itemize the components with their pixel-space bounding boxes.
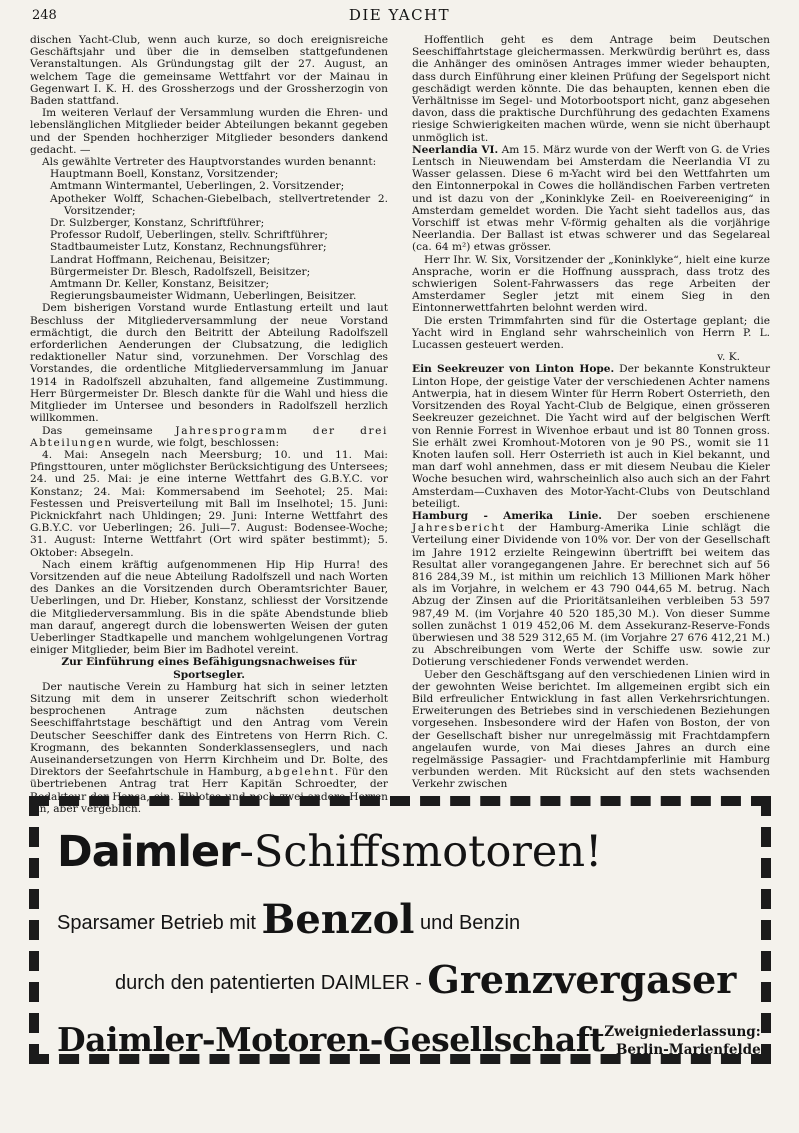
- list-item: Bürgermeister Dr. Blesch, Radolfszell, Beisitzer;: [50, 265, 311, 278]
- article-columns: [30, 34, 771, 815]
- paragraph: [30, 681, 388, 815]
- ad-benzol: Benzol: [261, 896, 415, 943]
- ad-text: Sparsamer Betrieb mit: [57, 912, 256, 934]
- ad-headline: [57, 828, 743, 876]
- paragraph: [30, 425, 388, 449]
- daimler-advertisement: [29, 796, 771, 1064]
- paragraph: dischen Yacht-Club, wenn auch kurze, so doch ereignisreiche Geschäftsjahr und über die in demselben stattgefundenen Veranstaltungen. Als Gründungstag gilt der 27. August, an welchem Tage die gemeinsame Wettfahrt vor der Mainau in Gegenwart I. K. H. des Grossherzogs und der Grossherzogin von Baden stattfand.: [30, 34, 388, 108]
- spaced-text: Jahresbericht: [412, 522, 506, 535]
- paragraph: Herr Ihr. W. Six, Vorsitzender der „Koninklyke“, hielt eine kurze Ansprache, worin er die Hoffnung aussprach, dass trotz des schwierigen Solent-Fahrwassers das rege Arbeiten der Amsterdamer Segler jetzt mit einem Sieg in den Eintonnerwettfahrten belohnt werden wird.: [412, 253, 770, 315]
- author-signature: v. K.: [717, 351, 740, 364]
- paragraph: Dem bisherigen Vorstand wurde Entlastung erteilt und laut Beschluss der Mitgliederversammlung der neue Vorstand ermächtigt, die durch den Beitritt der Abteilung Radolfszell erforderlichen Aenderungen der Clubsatzung, die lediglich redaktioneller Natur sind, vorzunehmen. Der Vorschlag des Vorstandes, die ordentliche Mitgliederversammlung im Januar 1914 in Radolfszell abzuhalten, fand allgemeine Zustimmung. Herr Bürgermeister Dr. Blesch dankte für die Wahl und hiess die Mitglieder im Untersee und besonders in Radolfszell herzlich willkommen.: [30, 302, 388, 425]
- paragraph: Die ersten Trimmfahrten sind für die Ostertage geplant; die Yacht wird in England sehr wahrscheinlich von Herrn P. L. Lucassen gesteuert werden.: [412, 314, 770, 352]
- list-item: Dr. Sulzberger, Konstanz, Schriftführer;: [50, 217, 265, 230]
- journal-title: DIE YACHT: [348, 6, 451, 24]
- list-item: Amtmann Dr. Keller, Konstanz, Beisitzer;: [50, 278, 270, 291]
- ad-company: Daimler-Motoren-Gesellschaft: [57, 1020, 605, 1059]
- text-run: Am 15. März wurde von der Werft von G. de Vries Lentsch in Nieuwendam bei Amsterdam die Neerlandia VI zu Wasser gelassen. Diese 6 m-Yacht wird bei den Wettfahrten um den Eintonnerpokal in Cowes die holländischen Farben vertreten und ist dazu von der „Koninklyke Zeil- en Roeivereeniging“ in Amsterdam gemeldet worden. Die Yacht sieht tadellos aus, das Vorschiff ist etwas mehr V-förmig gehalten als die vorjährige Neerlandia. Der Ballast ist etwas schwerer und das Segelareal (ca. 64 m²) etwas grösser.: [412, 143, 770, 254]
- ad-brand: Daimler: [57, 827, 240, 877]
- text-run: der Hamburg-Amerika Linie schlägt die Verteilung einer Dividende von 10% vor. Der von der Gesellschaft im Jahre 1912 erzielte Reingewinn übertrifft bei weitem das Resultat aller vorangegangenen Jahre. Er berechnet sich auf 56 816 284,39 M., ist mithin um reichlich 13 Millionen Mark höher als im Vorjahre, in welchem er 43 790 044,65 M. betrug. Nach Abzug der Zinsen auf die Prioritätsanleihen verbleiben 53 597 987,49 M. (im Vorjahre 40 520 185,30 M.). Von dieser Summe sollen zunächst 1 019 452,06 M. dem Assekuranz-Reserve-Fonds überwiesen und 38 529 312,65 M. (im Vorjahre 27 676 412,21 M.) zu Abschreibungen vom Werte der Schiffe usw. sowie zur Dotierung verschiedener Fonds verwendet werden.: [412, 522, 770, 669]
- left-column: [30, 34, 389, 815]
- text-run: Für den übertriebenen Antrag trat Herr Kapitän Schroedter, der Redakteur der Hansa, ein. Elblotse und noch zwei andere Herren ein, aber vergeblich.: [30, 766, 389, 815]
- ad-footer: [57, 1020, 761, 1059]
- list-item: Amtmann Wintermantel, Ueberlingen, 2. Vorsitzender;: [50, 180, 345, 193]
- text-run: Der bekannte Konstrukteur Linton Hope, der geistige Vater der verschiedenen Achter namens Antwerpia, hat in diesem Winter für Herrn Robert Osterrieth, den Vorsitzenden des Royal Yacht-Club de Belgique, einen grösseren Seekreuzer gezeichnet. Die Yacht wird auf der belgischen Werft von Rennie Forrest in Wivenhoe erbaut und ist 80 Tonnen gross. Sie erhält zwei Kromhout-Motoren von je 90 PS., womit sie 11 Knoten laufen soll. Herr Osterrieth ist auch in Kiel bekannt, und man darf wohl annehmen, dass er mit diesem Neubau die Kieler Woche besuchen wird, wahrscheinlich also auch sich an der Fahrt Amsterdam—Cuxhaven des Motor-Yacht-Clubs von Deutschland beteiligt.: [412, 363, 771, 510]
- list-item: Professor Rudolf, Ueberlingen, stellv. Schriftführer;: [50, 229, 328, 242]
- ad-fuel-line: [57, 896, 743, 943]
- officer-list: [50, 168, 388, 302]
- page-number: 248: [32, 8, 57, 23]
- right-column: [412, 34, 771, 791]
- spaced-text: Jahresprogramm der drei Abteilungen: [30, 424, 388, 449]
- section-heading: Zur Einführung eines Befähigungsnachweises für Sportsegler.: [61, 656, 357, 681]
- ad-branch: [604, 1023, 760, 1059]
- paragraph: Nach einem kräftig aufgenommenen Hip Hip Hurra! des Vorsitzenden auf die neue Abteilung Radolfszell und nach Worten des Dankes an die Vorsitzenden durch Oberamtsrichter Bauer, Ueberlingen, und Dr. Hieber, Konstanz, schliesst der Vorsitzende die Mitgliederversammlung. Bis in die späte Abendstunde blieb man darauf, angeregt durch die lobenswerten Weisen der guten Ueberlinger Stadtkapelle und manchem wohlgelungenen Vortrag einiger Mitglieder, beim Bier im Badhotel vereint.: [30, 558, 388, 657]
- list-item: Hauptmann Boell, Konstanz, Vorsitzender;: [50, 168, 279, 181]
- list-item: Regierungsbaumeister Widmann, Ueberlingen, Beisitzer.: [50, 290, 357, 303]
- text-run: wurde, wie folgt, beschlossen:: [116, 436, 280, 449]
- ad-headline-rest: -Schiffsmotoren!: [239, 827, 603, 877]
- paragraph: Im weiteren Verlauf der Versammlung wurden die Ehren- und lebenslänglichen Mitglieder beider Abteilungen bekannt gegeben und der Spenden hochherziger Mitglieder besonders dankend gedacht. —: [30, 107, 388, 156]
- list-item: Apotheker Wolff, Schachen-Giebelbach, stellvertretender 2. Vorsitzender;: [50, 192, 388, 217]
- paragraph: Als gewählte Vertreter des Hauptvorstandes wurden benannt:: [42, 156, 377, 169]
- list-item: Landrat Hoffmann, Reichenau, Beisitzer;: [50, 253, 271, 266]
- section-heading: Hamburg - Amerika Linie.: [412, 509, 602, 522]
- ad-branch-location: Berlin-Marienfelde: [616, 1042, 761, 1058]
- ad-grenzvergaser: Grenzvergaser: [427, 957, 737, 1002]
- ad-text: und Benzin: [420, 912, 521, 934]
- ad-carburetor-line: [115, 957, 743, 1002]
- section-heading: Ein Seekreuzer von Linton Hope.: [412, 363, 615, 376]
- spaced-text: abgelehnt.: [266, 766, 340, 779]
- paragraph: Ueber den Geschäftsgang auf den verschiedenen Linien wird in der gewohnten Weise berichtet. Im allgemeinen ergibt sich ein Bild erfreulicher Entwicklung in fast allen Verkehrsrichtungen. Erweiterungen des Betriebes sind in verschiedenen Beziehungen vorgesehen. Insbesondere wird der Hafen von Boston, der von der Gesellschaft bisher nur unregelmässig mit Frachtdampfern angelaufen wurde, von Mai dieses Jahres an durch eine regelmässige Passagier- und Frachtdampferlinie mit Hamburg verbunden werden. Mit Rücksicht auf den stets wachsenden Verkehr zwischen: [412, 668, 770, 791]
- ad-text: durch den patentierten DAIMLER -: [115, 972, 422, 994]
- text-run: Der soeben erschienene: [616, 509, 771, 522]
- text-run: Der nautische Verein zu Hamburg hat sich in seiner letzten Sitzung mit dem in unserer Zeitschrift schon wiederholt besprochenen Antrage zum nächsten deutschen Seeschiffahrtstage beschäftigt und den Antrag vom Verein Deutscher Seeschiffer dank des Eintretens von Herrn Rich. C. Krogmann, des bekannten Sonderklassenseglers, und nach Auseinandersetzungen von Herrn Kirchheim und Dr. Bolte, des Direktors der Seefahrtschule in Hamburg,: [30, 680, 388, 779]
- paragraph: Hoffentlich geht es dem Antrage beim Deutschen Seeschiffahrtstage gleichermassen. Merkwürdig berührt es, dass die Anhänger des ominösen Antrages immer wieder behaupten, dass durch Einführung einer kleinen Prüfung der Segelsport nicht geschädigt werden könnte. Die das behaupten, kennen eben die Verhältnisse im Segel- und Motorbootsport nicht, ganz abgesehen davon, dass die praktische Durchführung des gedachten Examens riesige Schwierigkeiten machen würde, wenn sie nicht überhaupt unmöglich ist.: [412, 34, 770, 144]
- paragraph: 4. Mai: Ansegeln nach Meersburg; 10. und 11. Mai: Pfingsttouren, unter möglichster Berücksichtigung des Untersees; 24. und 25. Mai: je eine interne Wettfahrt des G.B.Y.C. vor Konstanz; 24. Mai: Kommersabend im Seehotel; 25. Mai: Festessen und Preisverteilung mit Ball im Inselhotel; 15. Juni: Picknickfahrt nach Uhldingen; 29. Juni: Interne Wettfahrt des G.B.Y.C. vor Ueberlingen; 26. Juli—7. August: Bodensee-Woche; 31. August: Interne Wettfahrt (Ort wird später bestimmt); 5. Oktober: Absegeln.: [30, 448, 388, 559]
- section-heading: Neerlandia VI.: [412, 143, 499, 156]
- list-item: Stadtbaumeister Lutz, Konstanz, Rechnungsführer;: [50, 241, 327, 254]
- text-run: Das gemeinsame: [42, 424, 153, 437]
- ad-branch-label: Zweigniederlassung:: [604, 1024, 761, 1040]
